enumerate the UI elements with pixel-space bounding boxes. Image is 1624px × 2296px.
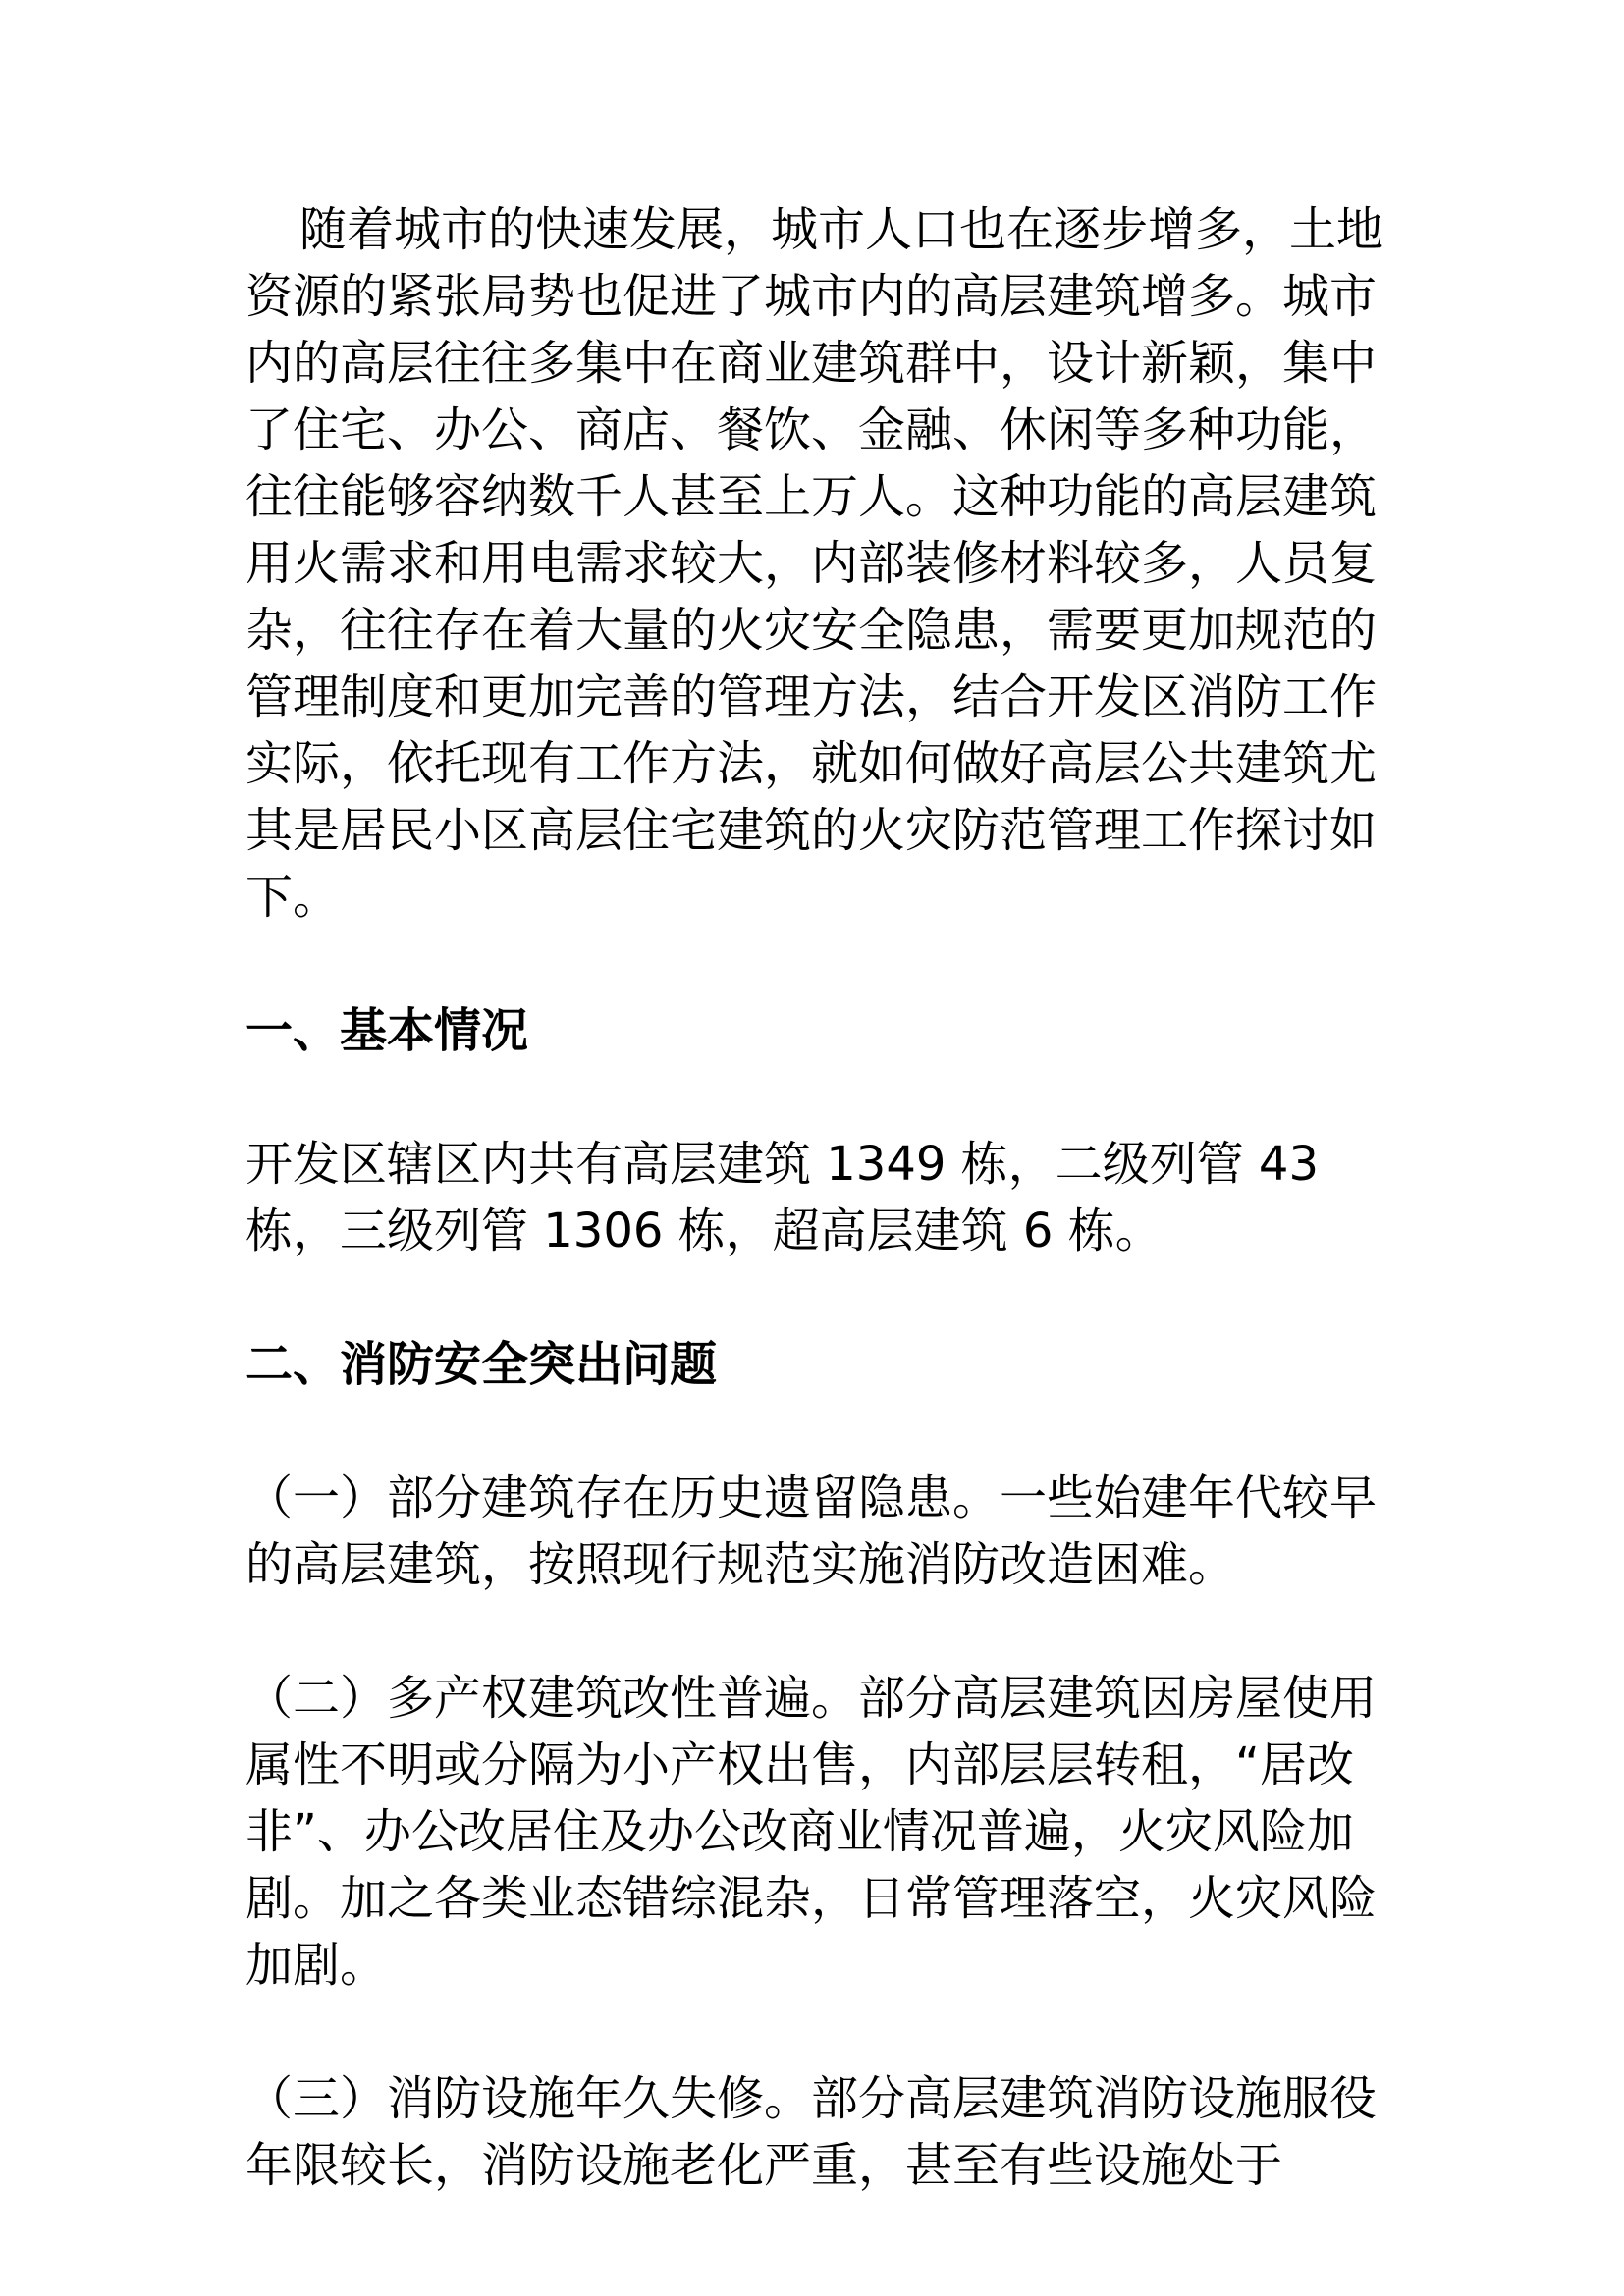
section-1-paragraph: 开发区辖区内共有高层建筑 1349 栋，二级列管 43 栋，三级列管 1306 栋，超高层建筑 6 栋。 bbox=[245, 1137, 1320, 1258]
spacer bbox=[245, 1398, 1394, 1465]
spacer bbox=[245, 931, 1394, 997]
spacer bbox=[245, 1264, 1394, 1331]
section-1-heading: 一、基本情况 bbox=[245, 1003, 529, 1058]
section-2-heading: 二、消防安全突出问题 bbox=[245, 1337, 718, 1392]
section-2-item-3: （三）消防设施年久失修。部分高层建筑消防设施服役年限较长，消防设施老化严重，甚至有些设施处于 bbox=[245, 2071, 1378, 2193]
spacer bbox=[245, 1598, 1394, 1665]
spacer bbox=[245, 1999, 1394, 2065]
spacer bbox=[245, 1064, 1394, 1131]
intro-paragraph: 随着城市的快速发展，城市人口也在逐步增多，土地资源的紧张局势也促进了城市内的高层建筑增多。城市内的高层往往多集中在商业建筑群中，设计新颖，集中了住宅、办公、商店、餐饮、金融、休闲等多种功能，往往能够容纳数千人甚至上万人。这种功能的高层建筑用火需求和用电需求较大，内部装修材料较多，人员复杂，往往存在着大量的火灾安全隐患，需要更加规范的管理制度和更加完善的管理方法，结合开发区消防工作实际，依托现有工作方法，就如何做好高层公共建筑尤其是居民小区高层住宅建筑的火灾防范管理工作探讨如下。 bbox=[245, 202, 1384, 925]
document-body bbox=[245, 196, 1394, 2199]
section-2-item-2: （二）多产权建筑改性普遍。部分高层建筑因房屋使用属性不明或分隔为小产权出售，内部层层转租，“居改非”、办公改居住及办公改商业情况普遍，火灾风险加剧。加之各类业态错综混杂，日常管理落空，火灾风险加剧。 bbox=[245, 1671, 1378, 1993]
section-2-item-1: （一）部分建筑存在历史遗留隐患。一些始建年代较早的高层建筑，按照现行规范实施消防改造困难。 bbox=[245, 1470, 1378, 1592]
